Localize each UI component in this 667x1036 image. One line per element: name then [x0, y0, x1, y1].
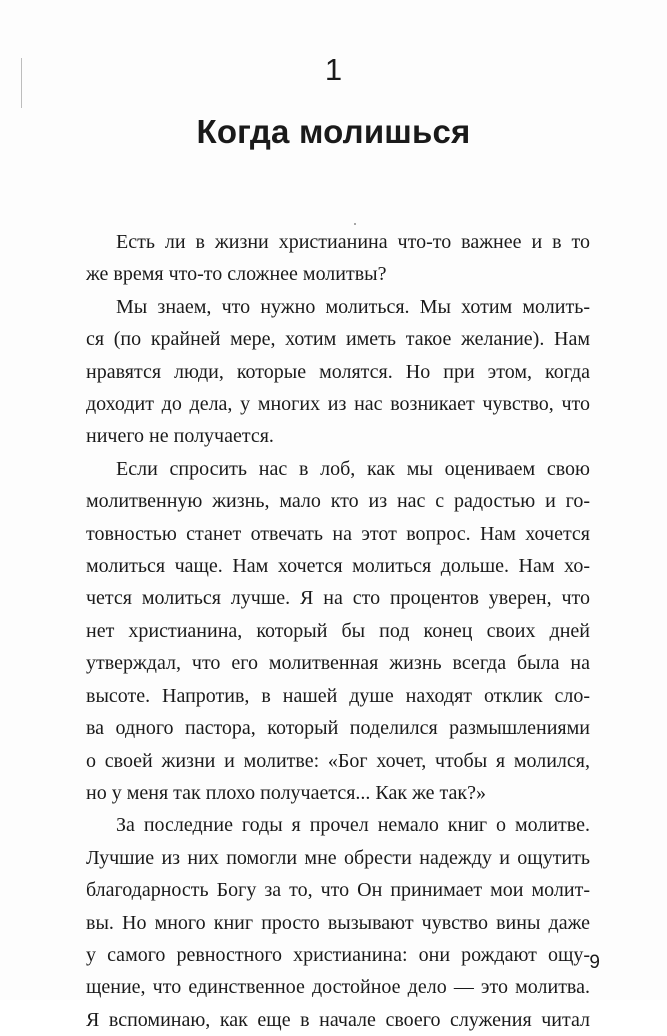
paragraph [86, 226, 590, 291]
text-line: Мы знаем, что нужно молиться. Мы хотим молить- [116, 295, 590, 318]
text-line: За последние годы я прочел немало книг о молитве. [116, 814, 590, 837]
print-speck [354, 223, 356, 225]
text-line: нравятся люди, которые молятся. Но при этом, когда [86, 360, 590, 383]
text-line: ва одного пастора, который поделился размышлениями [86, 717, 590, 740]
text-line: вы. Но много книг просто вызывают чувство вины даже [86, 911, 590, 934]
text-line: щение, что единственное достойное дело — это молитва. [86, 976, 590, 999]
text-line: ся (по крайней мере, хотим иметь такое желание). Нам [86, 328, 590, 351]
page-number: 9 [589, 952, 600, 973]
text-line: высоте. Напротив, в нашей душе находят отклик сло- [86, 684, 590, 707]
text-line: чется молиться лучше. Я на сто процентов уверен, что [86, 587, 590, 610]
text-line: ничего не получается. [86, 425, 274, 448]
chapter-title: Когда молишься [196, 113, 471, 150]
text-line: благодарность Богу за то, что Он принимает мои молит- [86, 879, 590, 902]
text-line: о своей жизни и молитве: «Бог хочет, чтобы я молился, [86, 749, 590, 772]
text-line: Лучшие из них помогли мне обрести надежду и ощутить [86, 846, 590, 869]
text-line: Я вспоминаю, как еще в начале своего служения читал [86, 1008, 590, 1031]
paragraph [86, 291, 590, 453]
text-line: доходит до дела, у многих из нас возникает чувство, что [86, 393, 590, 416]
paragraph [86, 809, 590, 1036]
text-line: Есть ли в жизни христианина что-то важнее и в то [116, 231, 590, 253]
text-line: но у меня так плохо получается... Как же так?» [86, 781, 486, 804]
text-line: утверждал, что его молитвенная жизнь всегда была на [86, 652, 590, 675]
paragraph [86, 453, 590, 809]
text-line: нет христианина, который бы под конец своих дней [86, 619, 590, 642]
text-line: же время что-то сложнее молитвы? [86, 263, 387, 286]
text-line: товностью станет отвечать на этот вопрос. Нам хочется [86, 522, 590, 545]
text-line: Если спросить нас в лоб, как мы оцениваем свою [116, 457, 590, 480]
text-line: молиться чаще. Нам хочется молиться дольше. Нам хо- [86, 555, 590, 578]
text-line: молитвенную жизнь, мало кто из нас с радостью и го- [86, 490, 590, 513]
chapter-body-text [86, 226, 590, 1036]
text-line: у самого ревностного христианина: они рождают ощу- [86, 943, 590, 966]
chapter-number: 1 [324, 52, 343, 87]
